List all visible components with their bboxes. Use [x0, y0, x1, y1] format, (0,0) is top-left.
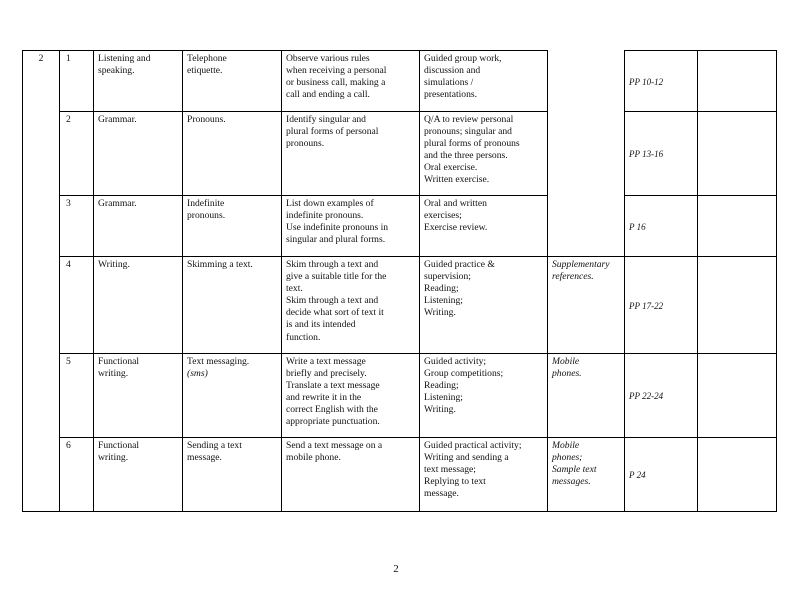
- table-row: [23, 196, 777, 257]
- objectives-cell: Identify singular and plural forms of personal pronouns.: [282, 112, 420, 196]
- objectives-cell: Send a text message on a mobile phone.: [282, 438, 420, 512]
- remarks-cell: [698, 257, 777, 354]
- strand-cell: Writing.: [94, 257, 183, 354]
- lesson-cell: 6: [60, 438, 94, 512]
- resources-cell: Supplementary references.: [548, 257, 625, 354]
- resources-cell: Mobile phones; Sample text messages.: [548, 438, 625, 512]
- references-cell: PP 17-22: [625, 257, 698, 354]
- sub-strand-cell: Telephone etiquette.: [183, 51, 282, 112]
- sub-strand-title: Text messaging.: [187, 356, 250, 367]
- table-row: [23, 354, 777, 438]
- remarks-cell: [698, 354, 777, 438]
- strand-cell: Listening and speaking.: [94, 51, 183, 112]
- references-cell: PP 13-16: [625, 112, 698, 196]
- sub-strand-note: (sms): [187, 368, 208, 380]
- table-row: [23, 112, 777, 196]
- resources-cell: [548, 196, 625, 257]
- table-row: [23, 51, 777, 112]
- lesson-cell: 5: [60, 354, 94, 438]
- lesson-cell: 3: [60, 196, 94, 257]
- resources-cell: [548, 112, 625, 196]
- activities-cell: Guided practical activity; Writing and sending a text message; Replying to text message.: [420, 438, 548, 512]
- lesson-cell: 1: [60, 51, 94, 112]
- strand-cell: Functional writing.: [94, 354, 183, 438]
- remarks-cell: [698, 51, 777, 112]
- activities-cell: Guided practice & supervision; Reading; Listening; Writing.: [420, 257, 548, 354]
- week-cell: 2: [23, 51, 60, 512]
- objectives-cell: Write a text message briefly and precisely. Translate a text message and rewrite it in the correct English with the appropriate punctuation.: [282, 354, 420, 438]
- references-cell: PP 10-12: [625, 51, 698, 112]
- remarks-cell: [698, 438, 777, 512]
- sub-strand-cell: Pronouns.: [183, 112, 282, 196]
- lesson-cell: 4: [60, 257, 94, 354]
- objectives-cell: List down examples of indefinite pronouns. Use indefinite pronouns in singular and plural forms.: [282, 196, 420, 257]
- table-row: [23, 438, 777, 512]
- sub-strand-cell: Sending a text message.: [183, 438, 282, 512]
- activities-cell: Oral and written exercises; Exercise review.: [420, 196, 548, 257]
- strand-cell: Grammar.: [94, 112, 183, 196]
- resources-cell: Mobile phones.: [548, 354, 625, 438]
- remarks-cell: [698, 196, 777, 257]
- remarks-cell: [698, 112, 777, 196]
- references-cell: PP 22-24: [625, 354, 698, 438]
- scheme-of-work-table: [22, 50, 777, 512]
- lesson-cell: 2: [60, 112, 94, 196]
- sub-strand-cell: Skimming a text.: [183, 257, 282, 354]
- table-row: [23, 257, 777, 354]
- activities-cell: Guided group work, discussion and simulations / presentations.: [420, 51, 548, 112]
- resources-cell: [548, 51, 625, 112]
- strand-cell: Functional writing.: [94, 438, 183, 512]
- objectives-cell: Observe various rules when receiving a personal or business call, making a call and ending a call.: [282, 51, 420, 112]
- sub-strand-cell: [183, 354, 282, 438]
- references-cell: P 24: [625, 438, 698, 512]
- sub-strand-cell: Indefinite pronouns.: [183, 196, 282, 257]
- objectives-cell: Skim through a text and give a suitable title for the text. Skim through a text and decide what sort of text it is and its intended function.: [282, 257, 420, 354]
- activities-cell: Q/A to review personal pronouns; singular and plural forms of pronouns and the three persons. Oral exercise. Written exercise.: [420, 112, 548, 196]
- page-number: 2: [393, 563, 399, 575]
- strand-cell: Grammar.: [94, 196, 183, 257]
- activities-cell: Guided activity; Group competitions; Reading; Listening; Writing.: [420, 354, 548, 438]
- references-cell: P 16: [625, 196, 698, 257]
